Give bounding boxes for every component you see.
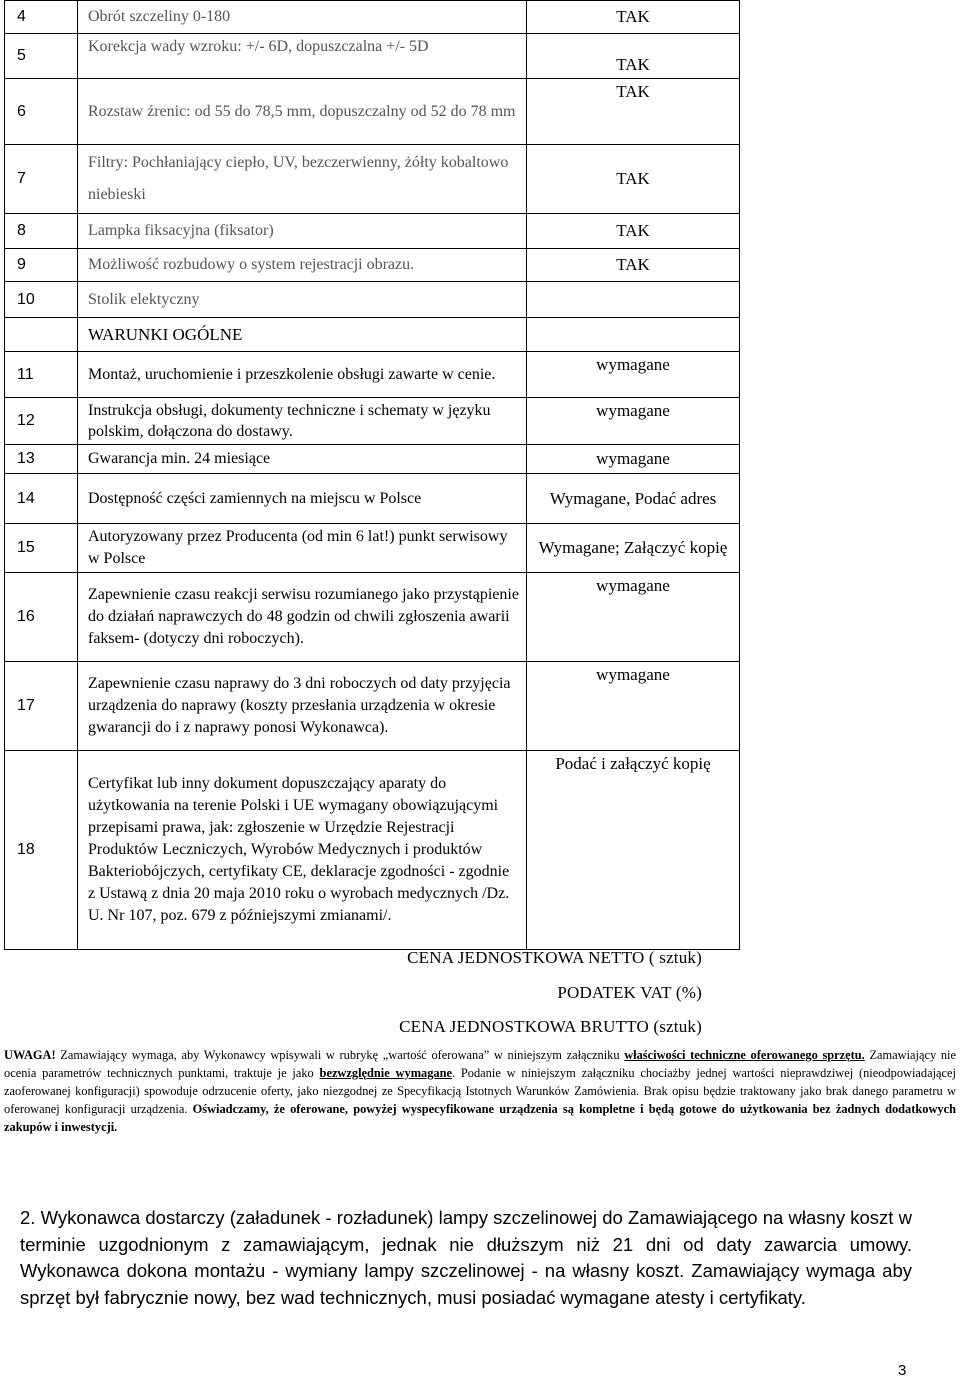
row-description: Rozstaw źrenic: od 55 do 78,5 mm, dopuszczalny od 52 do 78 mm — [78, 79, 527, 145]
table-row — [5, 34, 740, 79]
unit-net-price-label: CENA JEDNOSTKOWA NETTO ( sztuk) — [407, 948, 702, 967]
row-value: Podać i załączyć kopię — [527, 751, 740, 950]
row-description: Lampka fiksacyjna (fiksator) — [78, 214, 527, 249]
row-number: 7 — [5, 145, 78, 214]
row-value: TAK — [527, 214, 740, 249]
row-value: wymagane — [527, 573, 740, 662]
table-row — [5, 662, 740, 751]
row-number: 18 — [5, 751, 78, 950]
row-number: 17 — [5, 662, 78, 751]
table-row — [5, 79, 740, 145]
row-description: Instrukcja obsługi, dokumenty techniczne i schematy w języku polskim, dołączona do dostawy. — [78, 398, 527, 445]
unit-gross-price-label: CENA JEDNOSTKOWA BRUTTO (sztuk) — [399, 1017, 702, 1036]
notice-label: UWAGA! — [4, 1048, 56, 1062]
row-description: Montaż, uruchomienie i przeszkolenie obsługi zawarte w cenie. — [78, 352, 527, 398]
row-value: TAK — [527, 249, 740, 282]
row-number: 13 — [5, 445, 78, 474]
row-value: TAK — [527, 1, 740, 34]
table-row — [5, 214, 740, 249]
row-description: Certyfikat lub inny dokument dopuszczający aparaty do użytkowania na terenie Polski i UE wymagany obowiązującymi przepisami prawa, jak: zgłoszenie w Urzędzie Rejestracji Produktów Leczniczych, Wyrobów Medycznych i produktów Bakteriobójczych, certyfikaty CE, deklaracje zgodności - zgodnie z Ustawą z dnia 20 maja 2010 roku o wyrobach medycznych /Dz. U. Nr 107, poz. 679 z późniejszymi zmianami/. — [78, 751, 527, 950]
row-number: 9 — [5, 249, 78, 282]
table-row — [5, 282, 740, 318]
row-description: Filtry: Pochłaniający ciepło, UV, bezczerwienny, żółty kobaltowo niebieski — [78, 145, 527, 214]
row-value: TAK — [527, 79, 740, 145]
table-row — [5, 1, 740, 34]
row-value: wymagane — [527, 662, 740, 751]
row-value: TAK — [527, 145, 740, 214]
row-number: 16 — [5, 573, 78, 662]
row-description: Korekcja wady wzroku: +/- 6D, dopuszczalna +/- 5D — [78, 34, 527, 79]
row-value: Wymagane, Podać adres — [527, 474, 740, 524]
row-description: Autoryzowany przez Producenta (od min 6 lat!) punkt serwisowy w Polsce — [78, 524, 527, 573]
row-number: 11 — [5, 352, 78, 398]
row-description: Zapewnienie czasu reakcji serwisu rozumianego jako przystąpienie do działań naprawczych do 48 godzin od chwili zgłoszenia awarii faksem- (dotyczy dni roboczych). — [78, 573, 527, 662]
row-number: 14 — [5, 474, 78, 524]
table-row — [5, 398, 740, 445]
row-value: wymagane — [527, 398, 740, 445]
row-value — [527, 282, 740, 318]
row-number: 8 — [5, 214, 78, 249]
row-number: 5 — [5, 34, 78, 79]
row-number: 6 — [5, 79, 78, 145]
row-description: Dostępność części zamiennych na miejscu w Polsce — [78, 474, 527, 524]
table-row — [5, 474, 740, 524]
row-number: 15 — [5, 524, 78, 573]
table-row — [5, 352, 740, 398]
row-value: wymagane — [527, 445, 740, 474]
row-description: Obrót szczeliny 0-180 — [78, 1, 527, 34]
row-number: 12 — [5, 398, 78, 445]
table-row — [5, 751, 740, 950]
row-value: Wymagane; Załączyć kopię — [527, 524, 740, 573]
row-description: Zapewnienie czasu naprawy do 3 dni roboczych od daty przyjęcia urządzenia do naprawy (koszty przesłania urządzenia w okresie gwarancji do i z naprawy ponosi Wykonawca). — [78, 662, 527, 751]
section-heading: WARUNKI OGÓLNE — [78, 318, 527, 352]
notice-text: UWAGA! Zamawiający wymaga, aby Wykonawcy wpisywali w rubrykę „wartość oferowana” w niniejszym załączniku właściwości techniczne oferowanego sprzętu. Zamawiający nie ocenia parametrów technicznych punktami, traktuje je jako bezwzględnie wymagane. Podanie w niniejszym załączniku chociażby jednej wartości nieprawdziwej (nieodpowiadającej zaoferowanej konfiguracji) spowoduje odrzucenie oferty, jako niezgodnej ze Specyfikacją Istotnych Warunków Zamówienia. Brak opisu będzie traktowany jako brak danego parametru w oferowanej konfiguracji urządzenia. Oświadczamy, że oferowane, powyżej wyspecyfikowane urządzenia są kompletne i będą gotowe do użytkowania bez żadnych dodatkowych zakupów i inwestycji. — [4, 1048, 956, 1134]
row-description: Gwarancja min. 24 miesiące — [78, 445, 527, 474]
table-row — [5, 249, 740, 282]
page-number: 3 — [898, 1362, 907, 1379]
row-value: TAK — [527, 34, 740, 79]
table-row — [5, 445, 740, 474]
row-number: 10 — [5, 282, 78, 318]
row-description: Stolik elektyczny — [78, 282, 527, 318]
row-description: Możliwość rozbudowy o system rejestracji obrazu. — [78, 249, 527, 282]
delivery-paragraph: 2. Wykonawca dostarczy (załadunek - rozładunek) lampy szczelinowej do Zamawiającego na własny koszt w terminie uzgodnionym z zamawiającym, jednak nie dłuższym niż 21 dni od daty zawarcia umowy. Wykonawca dokona montażu - wymiany lampy szczelinowej - na własny koszt. Zamawiający wymaga aby sprzęt był fabrycznie nowy, bez wad technicznych, musi posiadać wymagane atesty i certyfikaty. — [20, 1207, 912, 1308]
vat-label: PODATEK VAT (%) — [557, 983, 702, 1002]
table-row — [5, 524, 740, 573]
section-row — [5, 318, 740, 352]
spec-table — [4, 0, 740, 950]
table-row — [5, 573, 740, 662]
table-row — [5, 145, 740, 214]
row-number: 4 — [5, 1, 78, 34]
row-value: wymagane — [527, 352, 740, 398]
